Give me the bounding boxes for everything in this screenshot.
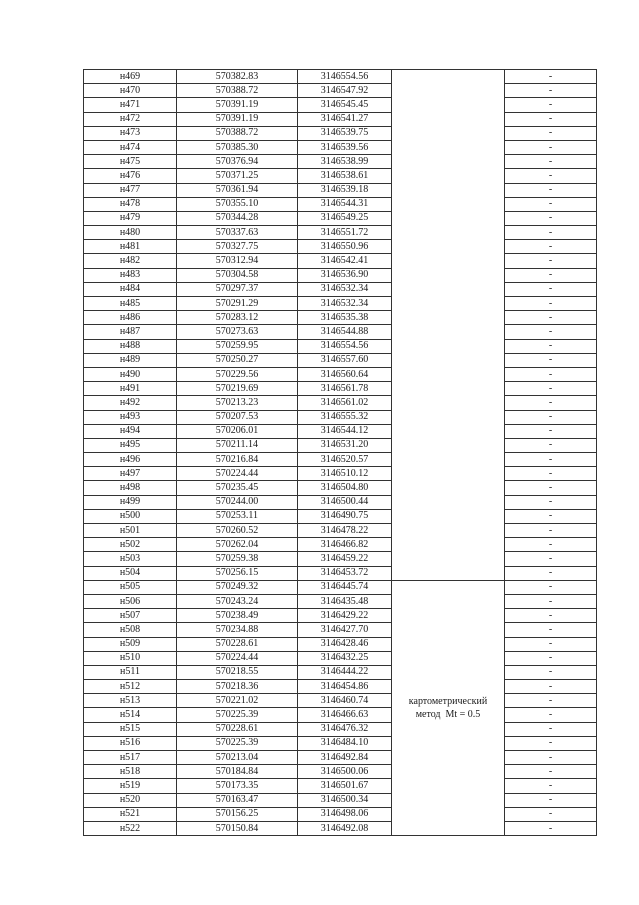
table-row	[84, 197, 597, 211]
table-row	[84, 736, 597, 750]
point-id-cell: н515	[84, 722, 177, 736]
x-coordinate-cell: 570224.44	[177, 651, 298, 665]
point-id-cell: н517	[84, 751, 177, 765]
note-cell: -	[505, 594, 597, 608]
y-coordinate-cell: 3146484.10	[298, 736, 392, 750]
note-cell: -	[505, 297, 597, 311]
note-cell: -	[505, 311, 597, 325]
x-coordinate-cell: 570184.84	[177, 765, 298, 779]
y-coordinate-cell: 3146444.22	[298, 665, 392, 679]
x-coordinate-cell: 570213.04	[177, 751, 298, 765]
note-cell: -	[505, 282, 597, 296]
y-coordinate-cell: 3146557.60	[298, 353, 392, 367]
note-cell: -	[505, 211, 597, 225]
note-cell: -	[505, 226, 597, 240]
x-coordinate-cell: 570156.25	[177, 807, 298, 821]
note-cell: -	[505, 126, 597, 140]
note-cell: -	[505, 325, 597, 339]
point-id-cell: н503	[84, 552, 177, 566]
table-row	[84, 169, 597, 183]
point-id-cell: н502	[84, 538, 177, 552]
x-coordinate-cell: 570312.94	[177, 254, 298, 268]
table-row	[84, 453, 597, 467]
point-id-cell: н480	[84, 226, 177, 240]
note-cell: -	[505, 609, 597, 623]
y-coordinate-cell: 3146561.02	[298, 396, 392, 410]
y-coordinate-cell: 3146561.78	[298, 382, 392, 396]
table-row	[84, 807, 597, 821]
x-coordinate-cell: 570235.45	[177, 481, 298, 495]
y-coordinate-cell: 3146544.31	[298, 197, 392, 211]
point-id-cell: н500	[84, 509, 177, 523]
note-cell: -	[505, 254, 597, 268]
table-row	[84, 424, 597, 438]
x-coordinate-cell: 570297.37	[177, 282, 298, 296]
point-id-cell: н471	[84, 98, 177, 112]
note-cell: -	[505, 481, 597, 495]
x-coordinate-cell: 570273.63	[177, 325, 298, 339]
y-coordinate-cell: 3146536.90	[298, 268, 392, 282]
point-id-cell: н513	[84, 694, 177, 708]
table-row	[84, 509, 597, 523]
x-coordinate-cell: 570249.32	[177, 580, 298, 594]
table-row	[84, 311, 597, 325]
point-id-cell: н501	[84, 524, 177, 538]
x-coordinate-cell: 570259.95	[177, 339, 298, 353]
x-coordinate-cell: 570388.72	[177, 84, 298, 98]
table-row	[84, 779, 597, 793]
point-id-cell: н498	[84, 481, 177, 495]
x-coordinate-cell: 570262.04	[177, 538, 298, 552]
y-coordinate-cell: 3146498.06	[298, 807, 392, 821]
y-coordinate-cell: 3146454.86	[298, 680, 392, 694]
table-row	[84, 722, 597, 736]
coordinates-table	[83, 69, 597, 836]
point-id-cell: н489	[84, 353, 177, 367]
x-coordinate-cell: 570234.88	[177, 623, 298, 637]
note-cell: -	[505, 765, 597, 779]
table-row	[84, 594, 597, 608]
point-id-cell: н504	[84, 566, 177, 580]
y-coordinate-cell: 3146555.32	[298, 410, 392, 424]
point-id-cell: н487	[84, 325, 177, 339]
x-coordinate-cell: 570243.24	[177, 594, 298, 608]
table-row	[84, 98, 597, 112]
y-coordinate-cell: 3146539.75	[298, 126, 392, 140]
x-coordinate-cell: 570163.47	[177, 793, 298, 807]
point-id-cell: н519	[84, 779, 177, 793]
point-id-cell: н472	[84, 112, 177, 126]
point-id-cell: н493	[84, 410, 177, 424]
table-row	[84, 382, 597, 396]
note-cell: -	[505, 453, 597, 467]
y-coordinate-cell: 3146551.72	[298, 226, 392, 240]
note-cell: -	[505, 524, 597, 538]
coordinates-table-body	[84, 70, 597, 836]
x-coordinate-cell: 570225.39	[177, 736, 298, 750]
point-id-cell: н511	[84, 665, 177, 679]
table-row	[84, 637, 597, 651]
x-coordinate-cell: 570391.19	[177, 98, 298, 112]
point-id-cell: н478	[84, 197, 177, 211]
y-coordinate-cell: 3146429.22	[298, 609, 392, 623]
point-id-cell: н475	[84, 155, 177, 169]
point-id-cell: н514	[84, 708, 177, 722]
y-coordinate-cell: 3146549.25	[298, 211, 392, 225]
y-coordinate-cell: 3146532.34	[298, 282, 392, 296]
x-coordinate-cell: 570218.36	[177, 680, 298, 694]
point-id-cell: н509	[84, 637, 177, 651]
point-id-cell: н492	[84, 396, 177, 410]
point-id-cell: н469	[84, 70, 177, 84]
x-coordinate-cell: 570216.84	[177, 453, 298, 467]
y-coordinate-cell: 3146466.63	[298, 708, 392, 722]
note-cell: -	[505, 169, 597, 183]
table-row	[84, 70, 597, 84]
x-coordinate-cell: 570256.15	[177, 566, 298, 580]
table-row	[84, 694, 597, 708]
method-accuracy: метод Mt = 0.5	[415, 708, 481, 720]
note-cell: -	[505, 623, 597, 637]
x-coordinate-cell: 570244.00	[177, 495, 298, 509]
x-coordinate-cell: 570259.38	[177, 552, 298, 566]
table-row	[84, 680, 597, 694]
x-coordinate-cell: 570304.58	[177, 268, 298, 282]
note-cell: -	[505, 155, 597, 169]
x-coordinate-cell: 570253.11	[177, 509, 298, 523]
point-id-cell: н474	[84, 140, 177, 154]
note-cell: -	[505, 268, 597, 282]
note-cell: -	[505, 495, 597, 509]
x-coordinate-cell: 570361.94	[177, 183, 298, 197]
x-coordinate-cell: 570211.14	[177, 438, 298, 452]
y-coordinate-cell: 3146459.22	[298, 552, 392, 566]
table-row	[84, 183, 597, 197]
y-coordinate-cell: 3146492.84	[298, 751, 392, 765]
note-cell: -	[505, 538, 597, 552]
point-id-cell: н476	[84, 169, 177, 183]
x-coordinate-cell: 570291.29	[177, 297, 298, 311]
point-id-cell: н512	[84, 680, 177, 694]
y-coordinate-cell: 3146544.88	[298, 325, 392, 339]
x-coordinate-cell: 570173.35	[177, 779, 298, 793]
table-row	[84, 765, 597, 779]
note-cell: -	[505, 424, 597, 438]
note-cell: -	[505, 467, 597, 481]
point-id-cell: н507	[84, 609, 177, 623]
table-row	[84, 495, 597, 509]
x-coordinate-cell: 570382.83	[177, 70, 298, 84]
y-coordinate-cell: 3146478.22	[298, 524, 392, 538]
point-id-cell: н521	[84, 807, 177, 821]
note-cell: -	[505, 70, 597, 84]
y-coordinate-cell: 3146492.08	[298, 821, 392, 835]
note-cell: -	[505, 779, 597, 793]
y-coordinate-cell: 3146539.56	[298, 140, 392, 154]
note-cell: -	[505, 651, 597, 665]
x-coordinate-cell: 570221.02	[177, 694, 298, 708]
y-coordinate-cell: 3146445.74	[298, 580, 392, 594]
note-cell: -	[505, 509, 597, 523]
x-coordinate-cell: 570344.28	[177, 211, 298, 225]
x-coordinate-cell: 570213.23	[177, 396, 298, 410]
table-row	[84, 751, 597, 765]
y-coordinate-cell: 3146460.74	[298, 694, 392, 708]
note-cell: -	[505, 566, 597, 580]
table-row	[84, 396, 597, 410]
table-row	[84, 84, 597, 98]
y-coordinate-cell: 3146544.12	[298, 424, 392, 438]
y-coordinate-cell: 3146545.45	[298, 98, 392, 112]
note-cell: -	[505, 396, 597, 410]
point-id-cell: н479	[84, 211, 177, 225]
table-row	[84, 325, 597, 339]
x-coordinate-cell: 570229.56	[177, 367, 298, 381]
y-coordinate-cell: 3146500.44	[298, 495, 392, 509]
point-id-cell: н483	[84, 268, 177, 282]
y-coordinate-cell: 3146520.57	[298, 453, 392, 467]
y-coordinate-cell: 3146476.32	[298, 722, 392, 736]
table-row	[84, 524, 597, 538]
note-cell: -	[505, 197, 597, 211]
table-row	[84, 353, 597, 367]
point-id-cell: н491	[84, 382, 177, 396]
y-coordinate-cell: 3146428.46	[298, 637, 392, 651]
point-id-cell: н496	[84, 453, 177, 467]
y-coordinate-cell: 3146542.41	[298, 254, 392, 268]
point-id-cell: н494	[84, 424, 177, 438]
x-coordinate-cell: 570371.25	[177, 169, 298, 183]
table-row	[84, 112, 597, 126]
table-row	[84, 126, 597, 140]
y-coordinate-cell: 3146541.27	[298, 112, 392, 126]
table-row	[84, 211, 597, 225]
point-id-cell: н482	[84, 254, 177, 268]
note-cell: -	[505, 665, 597, 679]
table-row	[84, 240, 597, 254]
x-coordinate-cell: 570228.61	[177, 637, 298, 651]
table-row	[84, 566, 597, 580]
table-row	[84, 481, 597, 495]
note-cell: -	[505, 708, 597, 722]
point-id-cell: н495	[84, 438, 177, 452]
point-id-cell: н470	[84, 84, 177, 98]
x-coordinate-cell: 570219.69	[177, 382, 298, 396]
y-coordinate-cell: 3146554.56	[298, 70, 392, 84]
table-row	[84, 651, 597, 665]
y-coordinate-cell: 3146539.18	[298, 183, 392, 197]
note-cell: -	[505, 438, 597, 452]
method-cell-empty	[392, 70, 505, 581]
table-row	[84, 538, 597, 552]
x-coordinate-cell: 570385.30	[177, 140, 298, 154]
table-row	[84, 268, 597, 282]
y-coordinate-cell: 3146538.61	[298, 169, 392, 183]
y-coordinate-cell: 3146547.92	[298, 84, 392, 98]
x-coordinate-cell: 570283.12	[177, 311, 298, 325]
point-id-cell: н473	[84, 126, 177, 140]
note-cell: -	[505, 694, 597, 708]
point-id-cell: н490	[84, 367, 177, 381]
note-cell: -	[505, 793, 597, 807]
note-cell: -	[505, 339, 597, 353]
point-id-cell: н486	[84, 311, 177, 325]
x-coordinate-cell: 570224.44	[177, 467, 298, 481]
table-row	[84, 793, 597, 807]
y-coordinate-cell: 3146466.82	[298, 538, 392, 552]
x-coordinate-cell: 570355.10	[177, 197, 298, 211]
x-coordinate-cell: 570207.53	[177, 410, 298, 424]
table-row	[84, 226, 597, 240]
method-cell	[392, 580, 505, 835]
table-row	[84, 155, 597, 169]
note-cell: -	[505, 112, 597, 126]
note-cell: -	[505, 353, 597, 367]
note-cell: -	[505, 98, 597, 112]
note-cell: -	[505, 637, 597, 651]
x-coordinate-cell: 570376.94	[177, 155, 298, 169]
note-cell: -	[505, 240, 597, 254]
y-coordinate-cell: 3146453.72	[298, 566, 392, 580]
x-coordinate-cell: 570228.61	[177, 722, 298, 736]
point-id-cell: н506	[84, 594, 177, 608]
y-coordinate-cell: 3146531.20	[298, 438, 392, 452]
note-cell: -	[505, 736, 597, 750]
method-name: картометрический	[408, 695, 488, 707]
x-coordinate-cell: 570206.01	[177, 424, 298, 438]
x-coordinate-cell: 570388.72	[177, 126, 298, 140]
note-cell: -	[505, 751, 597, 765]
x-coordinate-cell: 570327.75	[177, 240, 298, 254]
point-id-cell: н477	[84, 183, 177, 197]
y-coordinate-cell: 3146427.70	[298, 623, 392, 637]
x-coordinate-cell: 570218.55	[177, 665, 298, 679]
y-coordinate-cell: 3146504.80	[298, 481, 392, 495]
table-row	[84, 708, 597, 722]
x-coordinate-cell: 570150.84	[177, 821, 298, 835]
note-cell: -	[505, 552, 597, 566]
note-cell: -	[505, 807, 597, 821]
x-coordinate-cell: 570238.49	[177, 609, 298, 623]
table-row	[84, 580, 597, 594]
note-cell: -	[505, 580, 597, 594]
y-coordinate-cell: 3146535.38	[298, 311, 392, 325]
note-cell: -	[505, 410, 597, 424]
point-id-cell: н508	[84, 623, 177, 637]
y-coordinate-cell: 3146501.67	[298, 779, 392, 793]
table-row	[84, 367, 597, 381]
point-id-cell: н484	[84, 282, 177, 296]
point-id-cell: н497	[84, 467, 177, 481]
x-coordinate-cell: 570391.19	[177, 112, 298, 126]
y-coordinate-cell: 3146500.34	[298, 793, 392, 807]
y-coordinate-cell: 3146554.56	[298, 339, 392, 353]
table-row	[84, 282, 597, 296]
table-row	[84, 821, 597, 835]
table-row	[84, 140, 597, 154]
y-coordinate-cell: 3146532.34	[298, 297, 392, 311]
x-coordinate-cell: 570337.63	[177, 226, 298, 240]
point-id-cell: н516	[84, 736, 177, 750]
table-row	[84, 438, 597, 452]
table-row	[84, 254, 597, 268]
table-row	[84, 623, 597, 637]
point-id-cell: н505	[84, 580, 177, 594]
point-id-cell: н518	[84, 765, 177, 779]
point-id-cell: н499	[84, 495, 177, 509]
y-coordinate-cell: 3146432.25	[298, 651, 392, 665]
table-row	[84, 339, 597, 353]
coordinates-table-container	[83, 69, 596, 836]
note-cell: -	[505, 367, 597, 381]
y-coordinate-cell: 3146490.75	[298, 509, 392, 523]
note-cell: -	[505, 680, 597, 694]
note-cell: -	[505, 382, 597, 396]
x-coordinate-cell: 570225.39	[177, 708, 298, 722]
table-row	[84, 552, 597, 566]
note-cell: -	[505, 722, 597, 736]
table-row	[84, 410, 597, 424]
point-id-cell: н488	[84, 339, 177, 353]
y-coordinate-cell: 3146510.12	[298, 467, 392, 481]
table-row	[84, 467, 597, 481]
note-cell: -	[505, 821, 597, 835]
y-coordinate-cell: 3146550.96	[298, 240, 392, 254]
table-row	[84, 297, 597, 311]
point-id-cell: н520	[84, 793, 177, 807]
point-id-cell: н522	[84, 821, 177, 835]
y-coordinate-cell: 3146435.48	[298, 594, 392, 608]
point-id-cell: н510	[84, 651, 177, 665]
y-coordinate-cell: 3146560.64	[298, 367, 392, 381]
x-coordinate-cell: 570250.27	[177, 353, 298, 367]
x-coordinate-cell: 570260.52	[177, 524, 298, 538]
table-row	[84, 665, 597, 679]
note-cell: -	[505, 84, 597, 98]
note-cell: -	[505, 140, 597, 154]
point-id-cell: н485	[84, 297, 177, 311]
y-coordinate-cell: 3146538.99	[298, 155, 392, 169]
table-row	[84, 609, 597, 623]
point-id-cell: н481	[84, 240, 177, 254]
note-cell: -	[505, 183, 597, 197]
y-coordinate-cell: 3146500.06	[298, 765, 392, 779]
